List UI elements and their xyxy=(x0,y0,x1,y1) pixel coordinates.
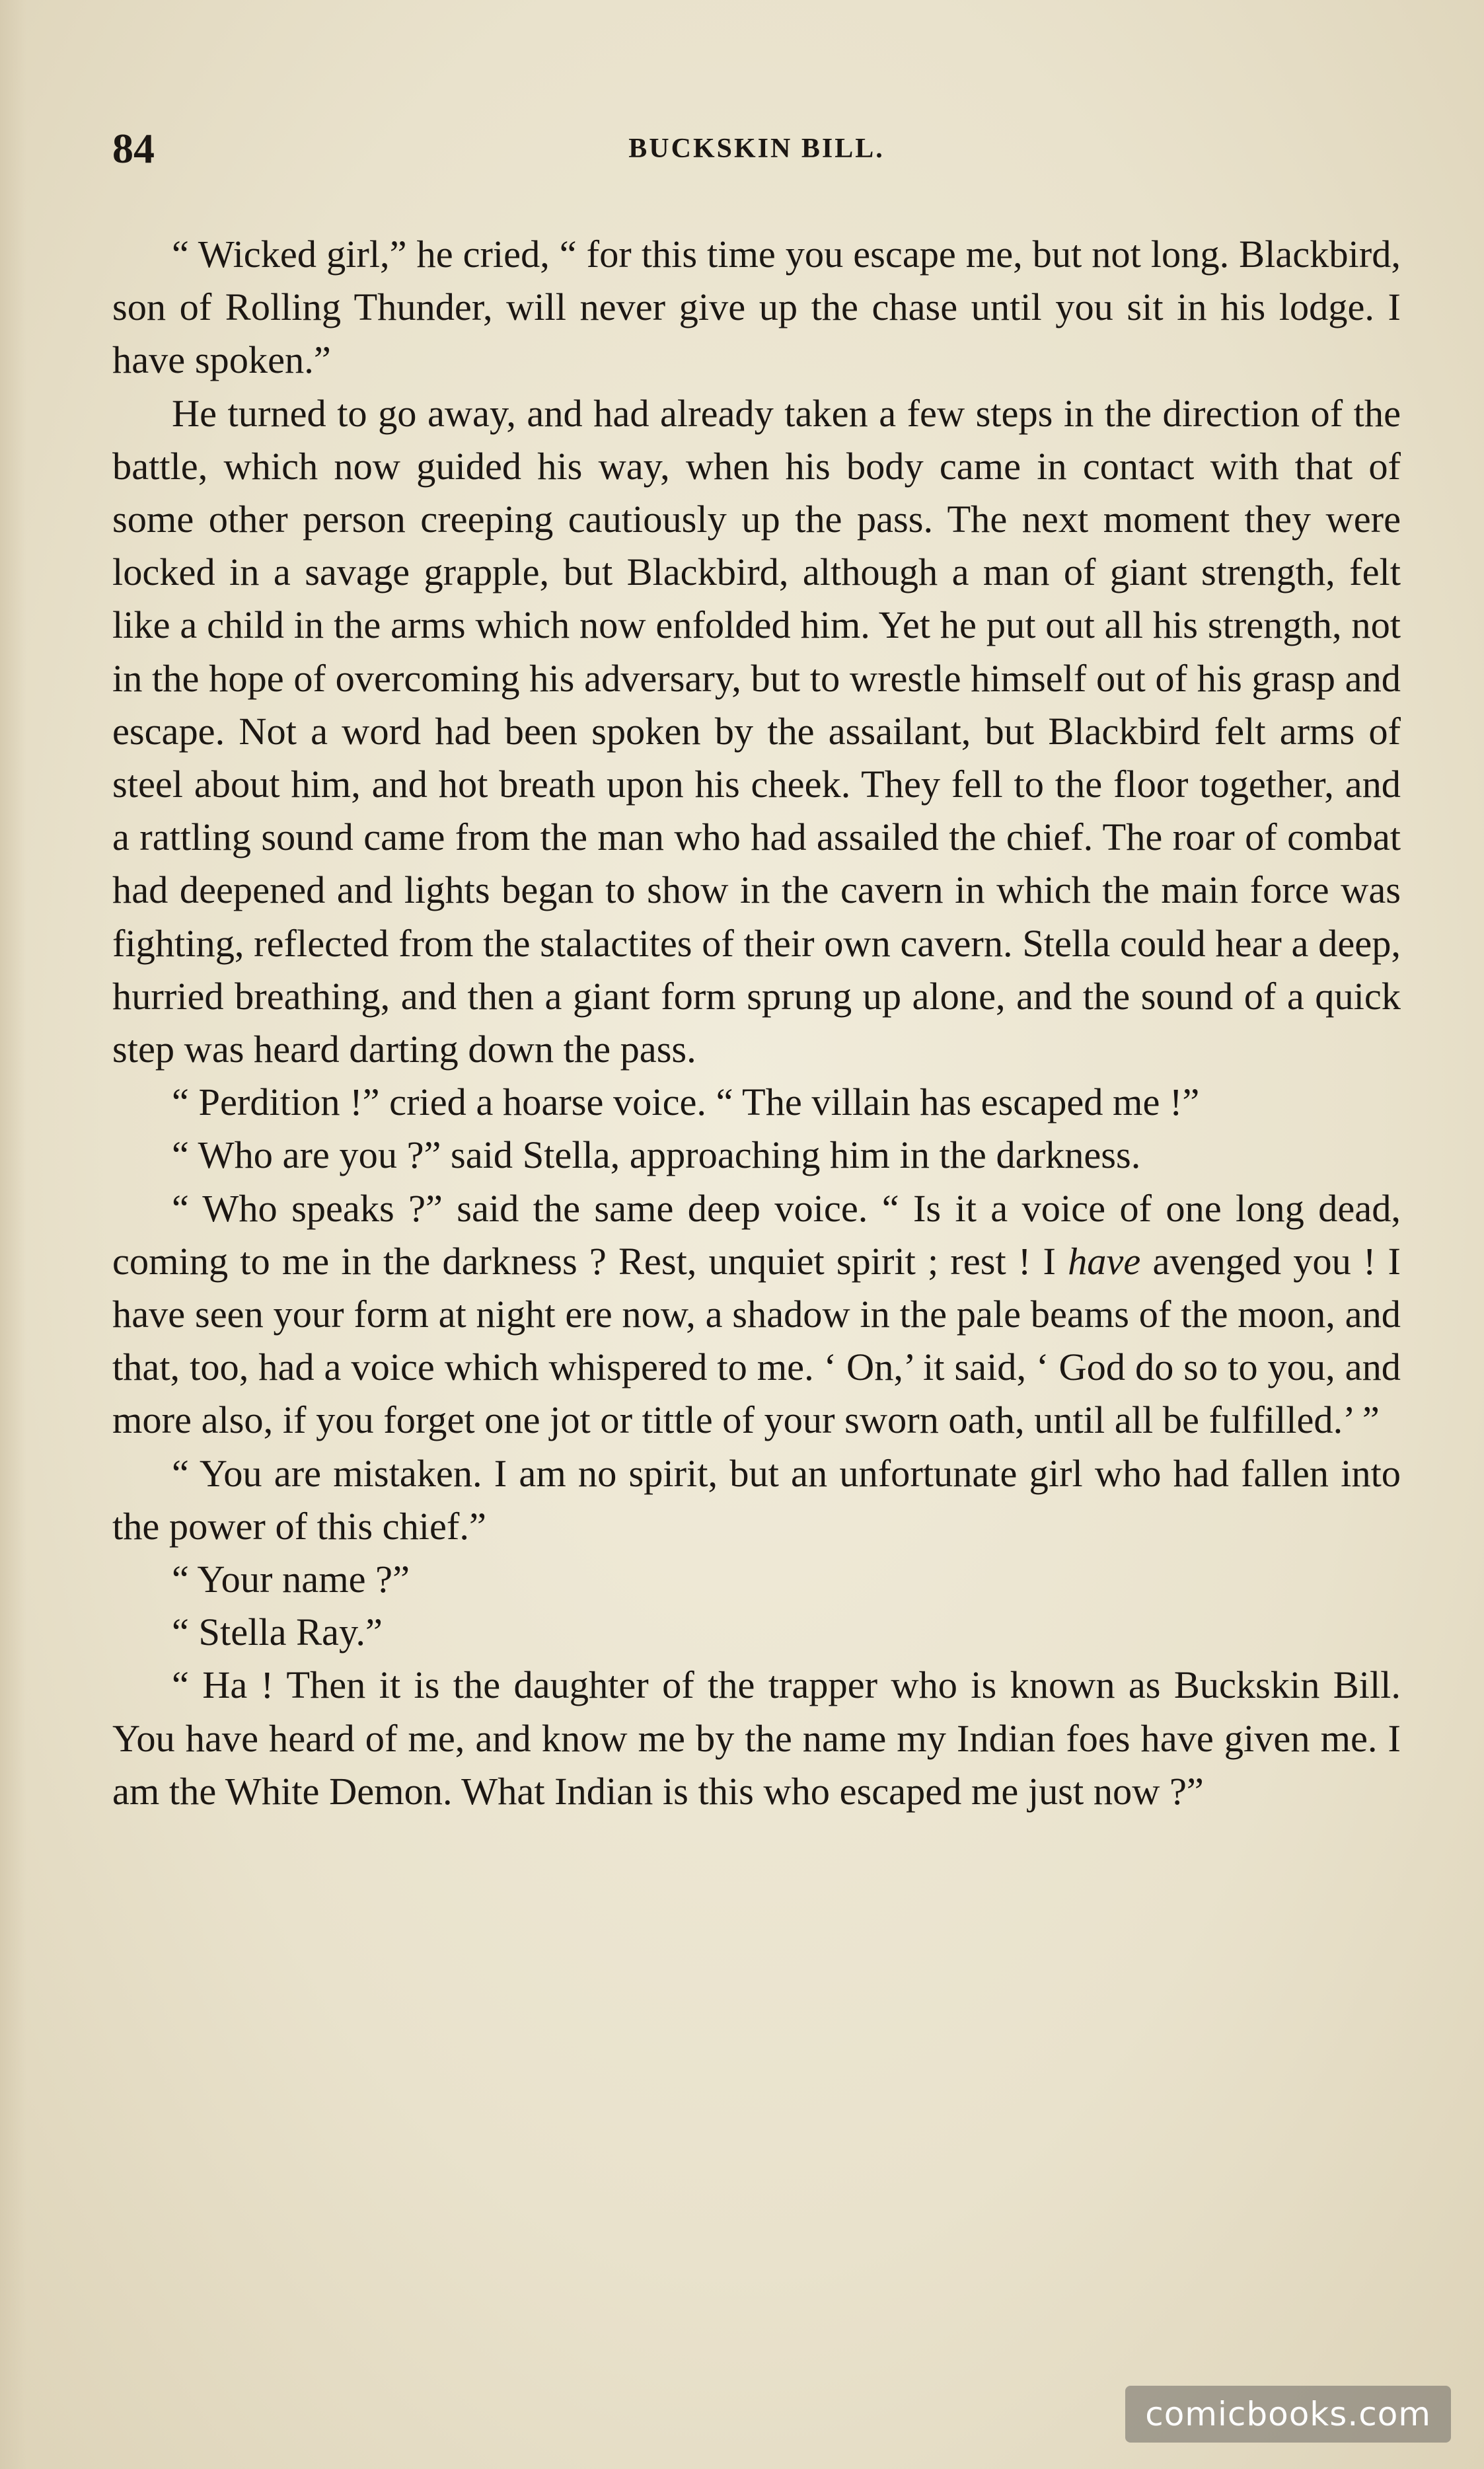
page-number: 84 xyxy=(112,125,155,172)
paragraph: “ Who speaks ?” said the same deep voice. “ Is it a voice of one long dead, coming to me in the darkness ? Rest, unquiet spirit ; rest ! I have avenged you ! I have seen your form at night ere now, a shadow in the pale beams of the moon, and that, too, had a voice which whispered to me. ‘ On,’ it said, ‘ God do so to you, and more also, if you forget one jot or tittle of your sworn oath, until all be fulfilled.’ ” xyxy=(112,1186,1401,1442)
paragraph: “ Your name ?” xyxy=(172,1558,410,1601)
emphasis: have xyxy=(1068,1239,1141,1283)
running-head: BUCKSKIN BILL. xyxy=(628,133,885,164)
paragraph: “ You are mistaken. I am no spirit, but an unfortunate girl who had fallen into the power of this chief.” xyxy=(112,1451,1401,1548)
body-text xyxy=(112,228,1401,1818)
paragraph: He turned to go away, and had already taken a few steps in the direction of the battle, which now guided his way, when his body came in contact with that of some other person creeping cautiously up the pass. The next moment they were locked in a savage grapple, but Blackbird, although a man of giant strength, felt like a child in the arms which now enfolded him. Yet he put out all his strength, not in the hope of overcoming his adversary, but to wrestle himself out of his grasp and escape. Not a word had been spoken by the assailant, but Blackbird felt arms of steel about him, and hot breath upon his cheek. They fell to the floor together, and a rattling sound came from the man who had assailed the chief. The roar of combat had deepened and lights began to show in the cavern in which the main force was fighting, reflected from the stalactites of their own cavern. Stella could hear a deep, hurried breathing, and then a giant form sprung up alone, and the sound of a quick step was heard darting down the pass. xyxy=(112,391,1401,1071)
paragraph: “ Wicked girl,” he cried, “ for this time you escape me, but not long. Blackbird, son of Rolling Thunder, will never give up the chase until you sit in his lodge. I have spoken.” xyxy=(112,233,1401,382)
page-edge-shadow xyxy=(0,0,26,2469)
paragraph: “ Perdition !” cried a hoarse voice. “ The villain has escaped me !” xyxy=(172,1081,1200,1124)
watermark: comicbooks.com xyxy=(1125,2386,1451,2443)
paragraph: “ Stella Ray.” xyxy=(172,1611,383,1654)
paragraph: “ Ha ! Then it is the daughter of the trapper who is known as Buckskin Bill. You have heard of me, and know me by the name my Indian foes have given me. I am the White Demon. What Indian is this who escaped me just now ?” xyxy=(112,1663,1401,1813)
paragraph: “ Who are you ?” said Stella, approaching him in the darkness. xyxy=(172,1133,1141,1177)
page-header xyxy=(112,119,1401,178)
